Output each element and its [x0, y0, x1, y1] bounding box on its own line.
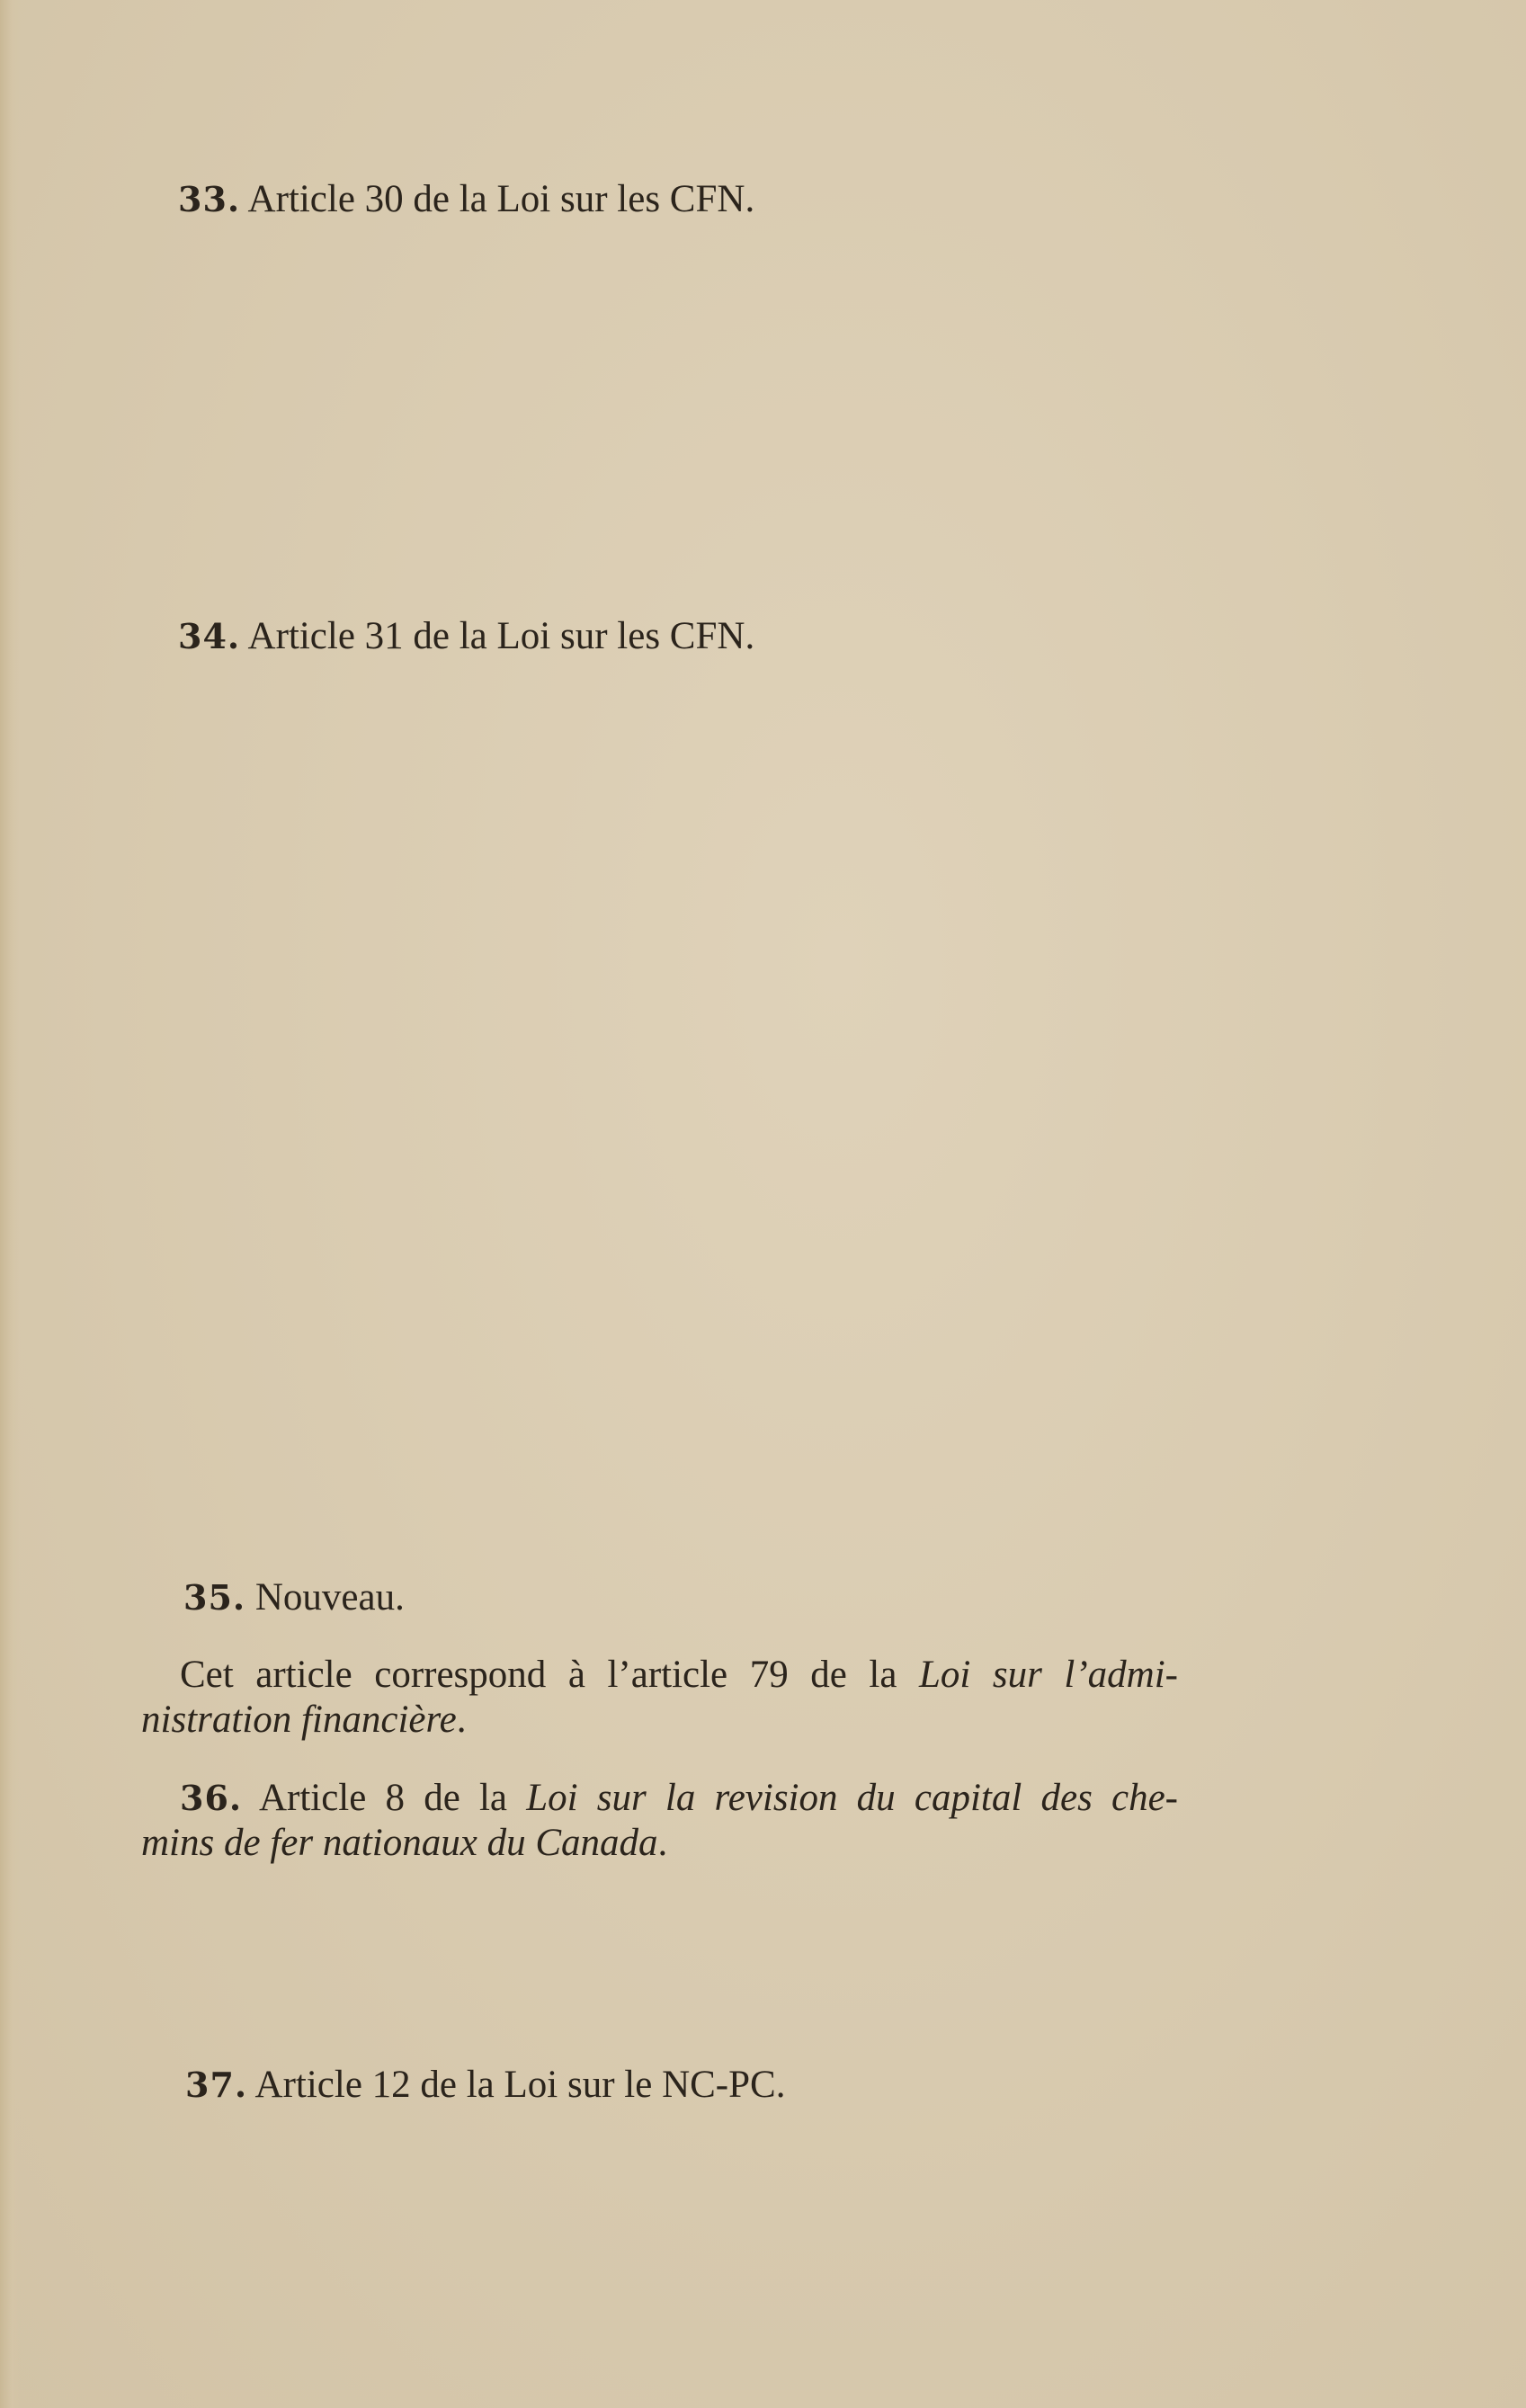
note-33 [178, 177, 754, 222]
note-35-text: Nouveau. [254, 1576, 405, 1619]
note-35-number: 35. [183, 1577, 246, 1618]
note-35-body-end: . [456, 1699, 467, 1741]
note-35-body-line-1 [141, 1653, 1178, 1698]
note-36-end: . [657, 1822, 668, 1864]
note-37-number: 37. [185, 2065, 248, 2105]
note-35-act-title: Loi sur l’admi- [918, 1654, 1179, 1696]
note-36-line-1 [141, 1776, 1178, 1821]
note-33-text: Article 30 de la Loi sur les CFN. [247, 178, 755, 220]
note-35-body-text: Cet article correspond à l’article 79 de la [180, 1654, 919, 1696]
note-36-text: Article 8 de la [258, 1777, 527, 1819]
note-35 [183, 1575, 405, 1620]
note-34-text: Article 31 de la Loi sur les CFN. [247, 615, 755, 657]
note-35-body [141, 1653, 1178, 1743]
note-33-number: 33. [178, 179, 241, 219]
note-35-act-title-cont: nistration financière [141, 1699, 457, 1741]
note-36-act-title-cont: mins de fer nationaux du Canada [141, 1822, 658, 1864]
note-36-line-2 [141, 1821, 1178, 1866]
note-37 [185, 2063, 785, 2108]
note-35-body-line-2 [141, 1698, 1178, 1743]
note-36-act-title: Loi sur la revision du capital des che- [526, 1777, 1178, 1819]
note-36 [141, 1776, 1178, 1866]
note-36-number: 36. [180, 1778, 243, 1818]
note-34-number: 34. [178, 616, 241, 656]
note-34 [178, 614, 754, 659]
note-37-text: Article 12 de la Loi sur le NC-PC. [254, 2064, 786, 2106]
page-binding-edge [0, 0, 20, 2408]
